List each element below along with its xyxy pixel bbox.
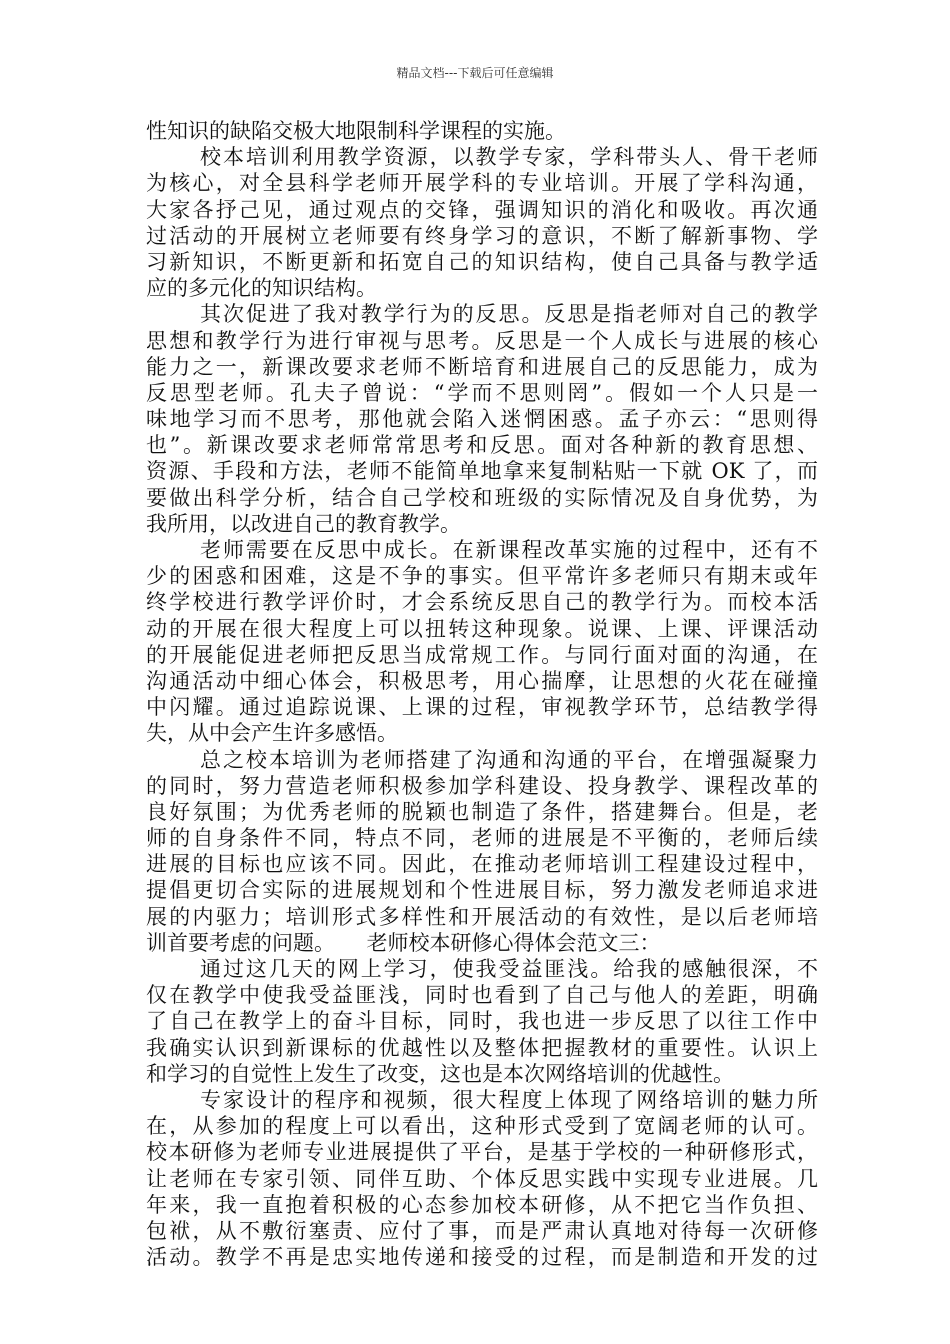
page-header: 精品文档---下载后可任意编辑 xyxy=(396,66,554,80)
text-line: 提倡更切合实际的进展规划和个性进展目标，努力激发老师追求进 xyxy=(146,878,818,903)
text-line: 失，从中会产生许多感悟。 xyxy=(146,721,398,746)
text-line: 总之校本培训为老师搭建了沟通和沟通的平台，在增强凝聚力 xyxy=(200,747,818,772)
text-line: 进展的目标也应该不同。因此，在推动老师培训工程建设过程中， xyxy=(146,852,818,877)
text-line: 应的多元化的知识结构。 xyxy=(146,276,377,301)
text-line: 动的开展在很大程度上可以扭转这种现象。说课、上课、评课活动 xyxy=(146,616,818,641)
text-line: 中闪耀。通过追踪说课、上课的过程，审视教学环节，总结教学得 xyxy=(146,695,818,720)
document-body xyxy=(146,118,818,1270)
text-line: 在，从参加的程度上可以看出，这种形式受到了宽阔老师的认可。 xyxy=(146,1114,818,1139)
text-line: 我确实认识到新课标的优越性以及整体把握教材的重要性。认识上 xyxy=(146,1035,818,1060)
text-line: 少的困惑和困难，这是不争的事实。但平常许多老师只有期末或年 xyxy=(146,564,818,589)
text-line: 了自己在教学上的奋斗目标，同时，我也进一步反思了以往工作中 xyxy=(146,1009,818,1034)
text-line: 包袱，从不敷衍塞责、应付了事，而是严肃认真地对待每一次研修 xyxy=(146,1218,818,1243)
text-line: 终学校进行教学评价时，才会系统反思自己的教学行为。而校本活 xyxy=(146,590,818,615)
text-line: 为核心，对全县科学老师开展学科的专业培训。开展了学科沟通， xyxy=(146,171,818,196)
text-line: 的开展能促进老师把反思当成常规工作。与同行面对面的沟通，在 xyxy=(146,642,818,667)
text-line: 沟通活动中细心体会，积极思考，用心揣摩，让思想的火花在碰撞 xyxy=(146,668,818,693)
text-line: 资源、手段和方法，老师不能简单地拿来复制粘贴一下就 OK 了，而 xyxy=(146,459,818,484)
text-line: 的同时，努力营造老师积极参加学科建设、投身教学、课程改革的 xyxy=(146,773,818,798)
text-line: 让老师在专家引领、同伴互助、个体反思实践中实现专业进展。几 xyxy=(146,1166,818,1191)
text-line: 也”。新课改要求老师常常思考和反思。面对各种新的教育思想、 xyxy=(146,433,818,458)
text-line: 通过这几天的网上学习，使我受益匪浅。给我的感触很深，不 xyxy=(200,957,818,981)
text-line: 活动。教学不再是忠实地传递和接受的过程，而是制造和开发的过 xyxy=(146,1245,818,1270)
text-line: 大家各抒己见，通过观点的交锋，强调知识的消化和吸收。再次通 xyxy=(146,197,818,222)
text-line: 性知识的缺陷交极大地限制科学课程的实施。 xyxy=(146,119,566,143)
text-line: 要做出科学分析，结合自己学校和班级的实际情况及自身优势，为 xyxy=(146,485,818,510)
text-line: 校本研修为老师专业进展提供了平台，是基于学校的一种研修形式， xyxy=(146,1140,818,1165)
text-line: 训首要考虑的问题。 老师校本研修心得体会范文三： xyxy=(146,930,661,955)
text-line: 师的自身条件不同，特点不同，老师的进展是不平衡的，老师后续 xyxy=(146,826,818,851)
text-line: 反思型老师。孔夫子曾说：“学而不思则罔”。假如一个人只是一 xyxy=(146,380,818,405)
text-line: 良好氛围；为优秀老师的脱颖也制造了条件，搭建舞台。但是，老 xyxy=(146,799,818,824)
text-line: 思想和教学行为进行审视与思考。反思是一个人成长与进展的核心 xyxy=(146,328,818,353)
text-line: 展的内驱力；培训形式多样性和开展活动的有效性，是以后老师培 xyxy=(146,904,818,929)
text-line: 和学习的自觉性上发生了改变，这也是本次网络培训的优越性。 xyxy=(146,1061,734,1086)
text-line: 老师需要在反思中成长。在新课程改革实施的过程中，还有不 xyxy=(200,538,818,562)
text-line: 校本培训利用教学资源，以教学专家，学科带头人、骨干老师 xyxy=(200,145,818,170)
text-line: 我所用，以改进自己的教育教学。 xyxy=(146,511,461,536)
text-line: 专家设计的程序和视频，很大程度上体现了网络培训的魅力所 xyxy=(200,1087,818,1112)
text-line: 年来，我一直抱着积极的心态参加校本研修，从不把它当作负担、 xyxy=(146,1192,818,1217)
text-line: 习新知识，不断更新和拓宽自己的知识结构，使自己具备与教学适 xyxy=(146,249,818,274)
text-line: 其次促进了我对教学行为的反思。反思是指老师对自己的教学 xyxy=(200,302,818,327)
text-line: 能力之一，新课改要求老师不断培育和进展自己的反思能力，成为 xyxy=(146,354,818,379)
text-line: 过活动的开展树立老师要有终身学习的意识，不断了解新事物、学 xyxy=(146,223,818,248)
text-line: 仅在教学中使我受益匪浅，同时也看到了自己与他人的差距，明确 xyxy=(146,983,818,1008)
text-line: 味地学习而不思考，那他就会陷入迷惘困惑。孟子亦云：“思则得 xyxy=(146,407,818,432)
